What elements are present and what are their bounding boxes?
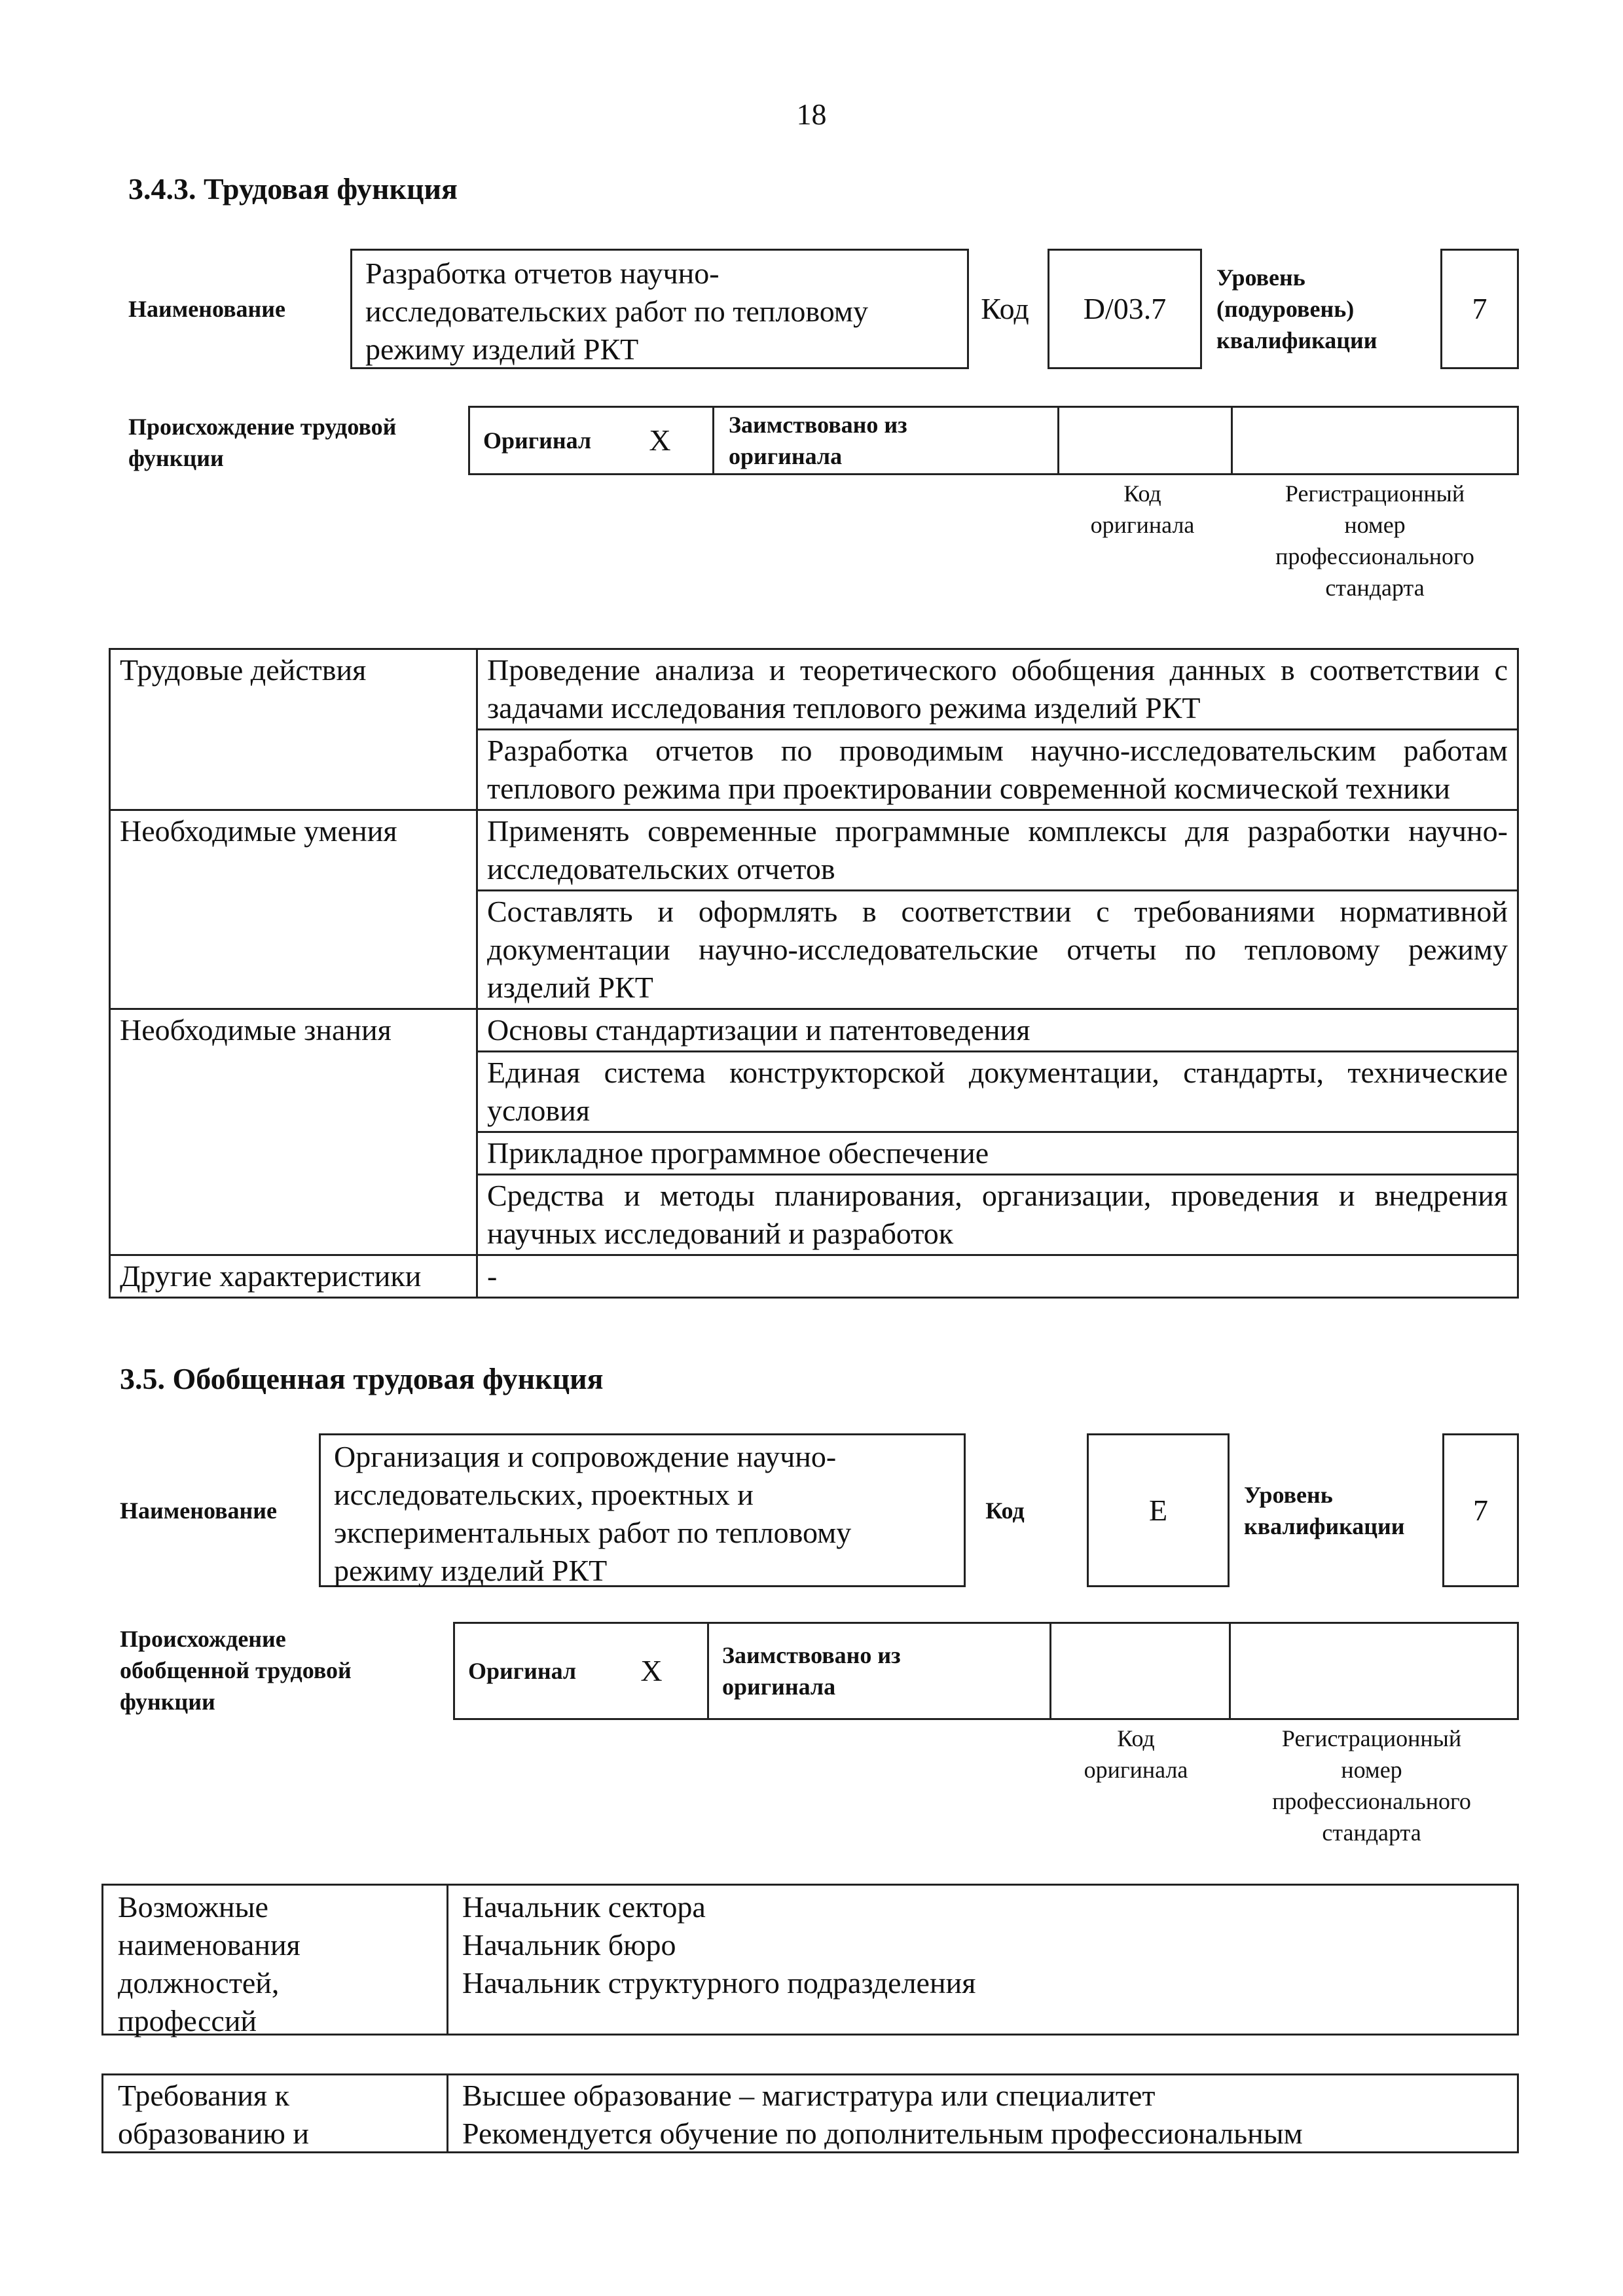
qualification-level-label: Уровень (подуровень) квалификации xyxy=(1216,264,1377,353)
item-cell: Средства и методы планирования, организации, проведения и внедрения научных исследований и разработок xyxy=(477,1175,1518,1255)
original-label: Оригинал xyxy=(483,427,592,454)
education-table xyxy=(101,2073,1519,2153)
item-cell: Прикладное программное обеспечение xyxy=(477,1132,1518,1175)
divider xyxy=(1049,1624,1051,1718)
item-cell: Проведение анализа и теоретического обобщения данных в соответствии с задачами исследования теплового режима изделий РКТ xyxy=(477,649,1518,730)
code-label: Код xyxy=(981,292,1029,325)
table-row xyxy=(110,1255,1518,1298)
education-label: Требования к образованию и xyxy=(118,2079,309,2150)
code-original-caption: Код оригинала xyxy=(1084,1725,1188,1783)
section-heading-3-5: 3.5. Обобщенная трудовая функция xyxy=(120,1362,604,1395)
origin-label: Происхождение обобщенной трудовой функции xyxy=(120,1626,352,1715)
divider xyxy=(712,408,714,473)
page-number: 18 xyxy=(796,98,827,131)
item-cell: Разработка отчетов по проводимым научно-исследовательским работам теплового режима при проектировании современной космической техники xyxy=(477,730,1518,810)
list-item: Высшее образование – магистратура или специалитет xyxy=(462,2079,1156,2112)
category-cell: Другие характеристики xyxy=(110,1255,477,1298)
qualification-level-value: 7 xyxy=(1442,1433,1519,1587)
divider xyxy=(1231,408,1233,473)
function-name-line: режиму изделий РКТ xyxy=(334,1554,608,1587)
item-cell: - xyxy=(477,1255,1518,1298)
list-item: Рекомендуется обучение по дополнительным профессиональным xyxy=(462,2117,1303,2150)
original-label: Оригинал xyxy=(468,1658,577,1684)
borrowed-label: Заимствовано из оригинала xyxy=(722,1642,901,1700)
code-value: D/03.7 xyxy=(1048,249,1202,369)
table-row xyxy=(110,810,1518,891)
origin-label: Происхождение трудовой функции xyxy=(128,414,397,471)
original-mark: X xyxy=(640,1654,663,1687)
category-cell: Трудовые действия xyxy=(110,649,477,810)
function-name-box xyxy=(350,249,969,369)
function-name-line: Разработка отчетов научно- xyxy=(365,257,720,290)
divider xyxy=(707,1624,709,1718)
original-mark: X xyxy=(649,423,671,457)
function-name-line: Организация и сопровождение научно- xyxy=(334,1440,837,1473)
item-cell: Основы стандартизации и патентоведения xyxy=(477,1009,1518,1052)
qualification-level-value: 7 xyxy=(1440,249,1519,369)
item-cell: Единая система конструкторской документации, стандарты, технические условия xyxy=(477,1052,1518,1132)
list-item: Начальник бюро xyxy=(462,1928,676,1962)
generalized-function-name-box xyxy=(319,1433,966,1587)
function-name-line: экспериментальных работ по тепловому xyxy=(334,1516,852,1549)
code-label: Код xyxy=(985,1497,1025,1524)
section-heading-3-4-3: 3.4.3. Трудовая функция xyxy=(128,172,458,206)
item-cell: Применять современные программные комплексы для разработки научно-исследовательских отчетов xyxy=(477,810,1518,891)
reg-number-caption: Регистрационный номер профессионального стандарта xyxy=(1275,480,1474,601)
divider xyxy=(447,1886,448,2034)
divider xyxy=(1057,408,1059,473)
positions-label: Возможные наименования должностей, профессий xyxy=(118,1890,301,2037)
item-cell: Составлять и оформлять в соответствии с требованиями нормативной документации научно-исследовательские отчеты по тепловому режиму изделий РКТ xyxy=(477,891,1518,1009)
education-list xyxy=(462,2077,1303,2153)
divider xyxy=(447,2075,448,2151)
category-cell: Необходимые умения xyxy=(110,810,477,1009)
name-label: Наименование xyxy=(120,1497,277,1524)
origin-table xyxy=(468,406,1519,475)
positions-list xyxy=(462,1888,976,2002)
name-label: Наименование xyxy=(128,296,285,322)
list-item: Начальник сектора xyxy=(462,1890,706,1924)
table-row xyxy=(110,1009,1518,1052)
list-item: Начальник структурного подразделения xyxy=(462,1966,976,2000)
labor-function-table xyxy=(109,648,1519,1299)
table-row xyxy=(110,649,1518,730)
qualification-level-label: Уровень квалификации xyxy=(1244,1481,1405,1539)
code-original-caption: Код оригинала xyxy=(1090,480,1195,538)
positions-table xyxy=(101,1884,1519,2036)
category-cell: Необходимые знания xyxy=(110,1009,477,1255)
divider xyxy=(1229,1624,1231,1718)
code-value: E xyxy=(1087,1433,1230,1587)
origin-table xyxy=(453,1622,1519,1720)
function-name-line: режиму изделий РКТ xyxy=(365,332,639,366)
function-name-line: исследовательских работ по тепловому xyxy=(365,295,868,328)
borrowed-label: Заимствовано из оригинала xyxy=(729,412,907,469)
reg-number-caption: Регистрационный номер профессионального стандарта xyxy=(1272,1725,1471,1846)
function-name-line: исследовательских, проектных и xyxy=(334,1478,754,1511)
